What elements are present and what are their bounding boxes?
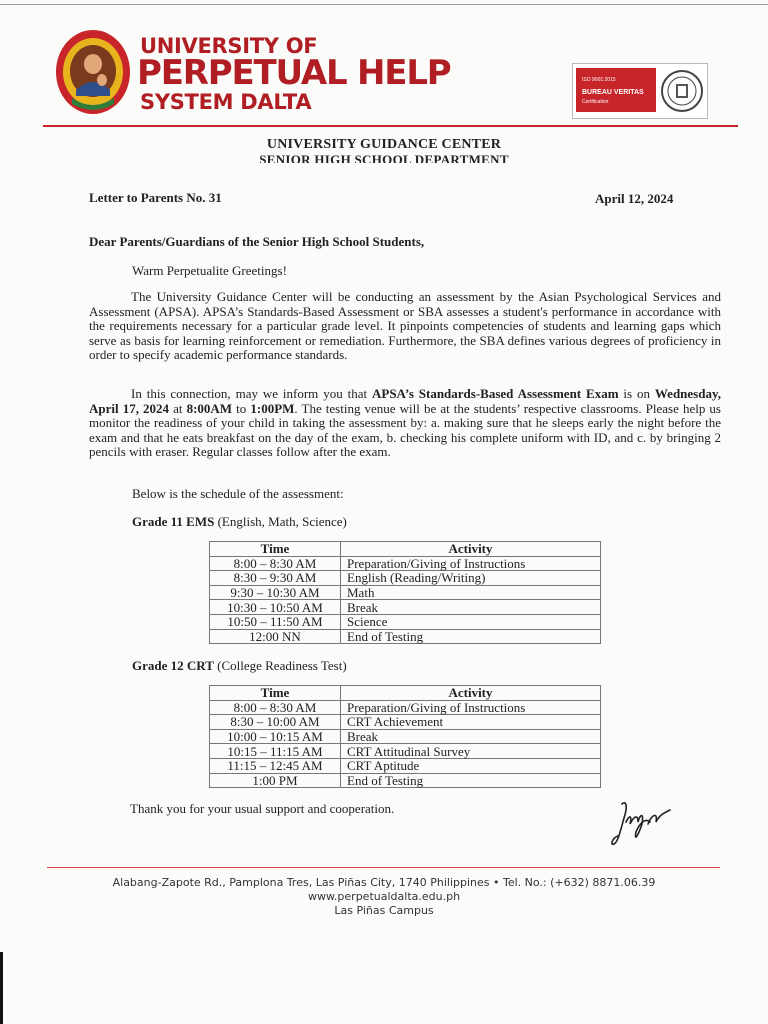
time-cell: 10:30 – 10:50 AM [210, 600, 341, 615]
time-cell: 8:30 – 9:30 AM [210, 571, 341, 586]
time-cell: 1:00 PM [210, 773, 341, 788]
schedule-intro: Below is the schedule of the assessment: [132, 486, 344, 501]
table-row [210, 744, 601, 759]
bureau-veritas-logo-icon [659, 66, 705, 116]
p2-text: . The testing venue will be at the students’ respective classrooms. Please help us monitor the readiness of your child in taking the assessment by: a. making sure that he sleeps early the night before the exam and that he eats breakfast on the day of the exam, b. checking his complete uniform with ID, and c. by bringing 2 pencils with eraser. Regular classes follow after the exam. [89, 400, 721, 460]
grade11-subtitle: (English, Math, Science) [214, 514, 347, 529]
column-header: Time [210, 542, 341, 557]
activity-cell: Preparation/Giving of Instructions [341, 556, 601, 571]
activity-cell: Math [341, 585, 601, 600]
activity-cell: Break [341, 600, 601, 615]
footer-address: Alabang-Zapote Rd., Pamplona Tres, Las Piñas City, 1740 Philippines • Tel. No.: (+632) 8871.06.39 [112, 876, 656, 889]
header-divider [43, 125, 738, 127]
activity-cell: Science [341, 614, 601, 629]
table-row [210, 585, 601, 600]
time-cell: 10:50 – 11:50 AM [210, 614, 341, 629]
table-row [210, 571, 601, 586]
department-title: SENIOR HIGH SCHOOL DEPARTMENT [259, 152, 509, 163]
activity-cell: CRT Aptitude [341, 758, 601, 773]
grade11-heading [132, 514, 347, 530]
grade11-title: Grade 11 EMS [132, 514, 215, 529]
university-name-line1: UNIVERSITY OF [140, 34, 318, 58]
column-header: Activity [341, 542, 601, 557]
cert-panel [576, 68, 656, 112]
office-title: UNIVERSITY GUIDANCE CENTER [266, 137, 502, 152]
grade11-schedule-table [209, 541, 601, 644]
time-cell: 8:30 – 10:00 AM [210, 715, 341, 730]
time-cell: 8:00 – 8:30 AM [210, 556, 341, 571]
grade12-schedule-table [209, 685, 601, 788]
letter-date: April 12, 2024 [595, 191, 674, 206]
signature-icon [608, 796, 678, 848]
footer-campus: Las Piñas Campus [334, 904, 434, 917]
table-row [210, 600, 601, 615]
paragraph-2 [89, 387, 721, 460]
closing-line: Thank you for your usual support and cooperation. [130, 801, 395, 816]
time-cell: 8:00 – 8:30 AM [210, 700, 341, 715]
table-row [210, 629, 601, 644]
activity-cell: CRT Attitudinal Survey [341, 744, 601, 759]
table-header-row [210, 686, 601, 701]
time-cell: 9:30 – 10:30 AM [210, 585, 341, 600]
salutation: Dear Parents/Guardians of the Senior High School Students, [89, 234, 425, 249]
paragraph-1: The University Guidance Center will be conducting an assessment by the Asian Psychological Services and Assessment (APSA). APSA’s Standards-Based Assessment or SBA assesses a student's performance in accordance with the requirements necessary for a particular grade level. It pinpoints competencies of students and learning gaps which serve as basis for learning reinforcement or remediation. Furthermore, the SBA defines various degrees of proficiency in order to specify academic performance standards. [89, 289, 721, 363]
activity-cell: End of Testing [341, 629, 601, 644]
column-header: Activity [341, 686, 601, 701]
activity-cell: English (Reading/Writing) [341, 571, 601, 586]
table-row [210, 715, 601, 730]
p2-text: In this connection, may we inform you that [131, 386, 372, 401]
cert-name: BUREAU VERITAS [582, 89, 644, 96]
p2-start-time: 8:00AM [186, 400, 233, 416]
university-name-line2: PERPETUAL HELP [137, 53, 451, 93]
column-header: Time [210, 686, 341, 701]
time-cell: 11:15 – 12:45 AM [210, 758, 341, 773]
table-header-row [210, 542, 601, 557]
activity-cell: Break [341, 729, 601, 744]
certification-badge [572, 63, 708, 119]
p2-text: is on [618, 386, 655, 401]
p2-text: at [169, 400, 187, 416]
university-name-line3: SYSTEM DALTA [140, 90, 312, 114]
table-row [210, 700, 601, 715]
letter-number: Letter to Parents No. 31 [89, 190, 222, 205]
time-cell: 10:00 – 10:15 AM [210, 729, 341, 744]
footer-divider [47, 867, 720, 868]
university-seal-icon [54, 28, 132, 118]
grade12-heading [132, 658, 347, 674]
table-row [210, 758, 601, 773]
greeting: Warm Perpetualite Greetings! [132, 263, 287, 278]
grade12-subtitle: (College Readiness Test) [213, 658, 347, 673]
top-border [0, 4, 768, 5]
footer-website: www.perpetualdalta.edu.ph [307, 890, 461, 903]
table-row [210, 556, 601, 571]
time-cell: 12:00 NN [210, 629, 341, 644]
activity-cell: End of Testing [341, 773, 601, 788]
p2-exam-name: APSA’s Standards-Based Assessment Exam [371, 386, 619, 401]
activity-cell: Preparation/Giving of Instructions [341, 700, 601, 715]
p2-exam-date: Wednesday, April 17, 2024 [89, 386, 721, 416]
scan-edge [0, 952, 3, 1024]
table-row [210, 773, 601, 788]
cert-iso: ISO 9001:2015 [582, 77, 616, 83]
time-cell: 10:15 – 11:15 AM [210, 744, 341, 759]
table-row [210, 614, 601, 629]
p2-text: to [232, 400, 251, 416]
activity-cell: CRT Achievement [341, 715, 601, 730]
p2-end-time: 1:00PM [250, 400, 295, 416]
cert-sub: Certification [582, 99, 609, 105]
grade12-title: Grade 12 CRT [132, 658, 214, 673]
table-row [210, 729, 601, 744]
